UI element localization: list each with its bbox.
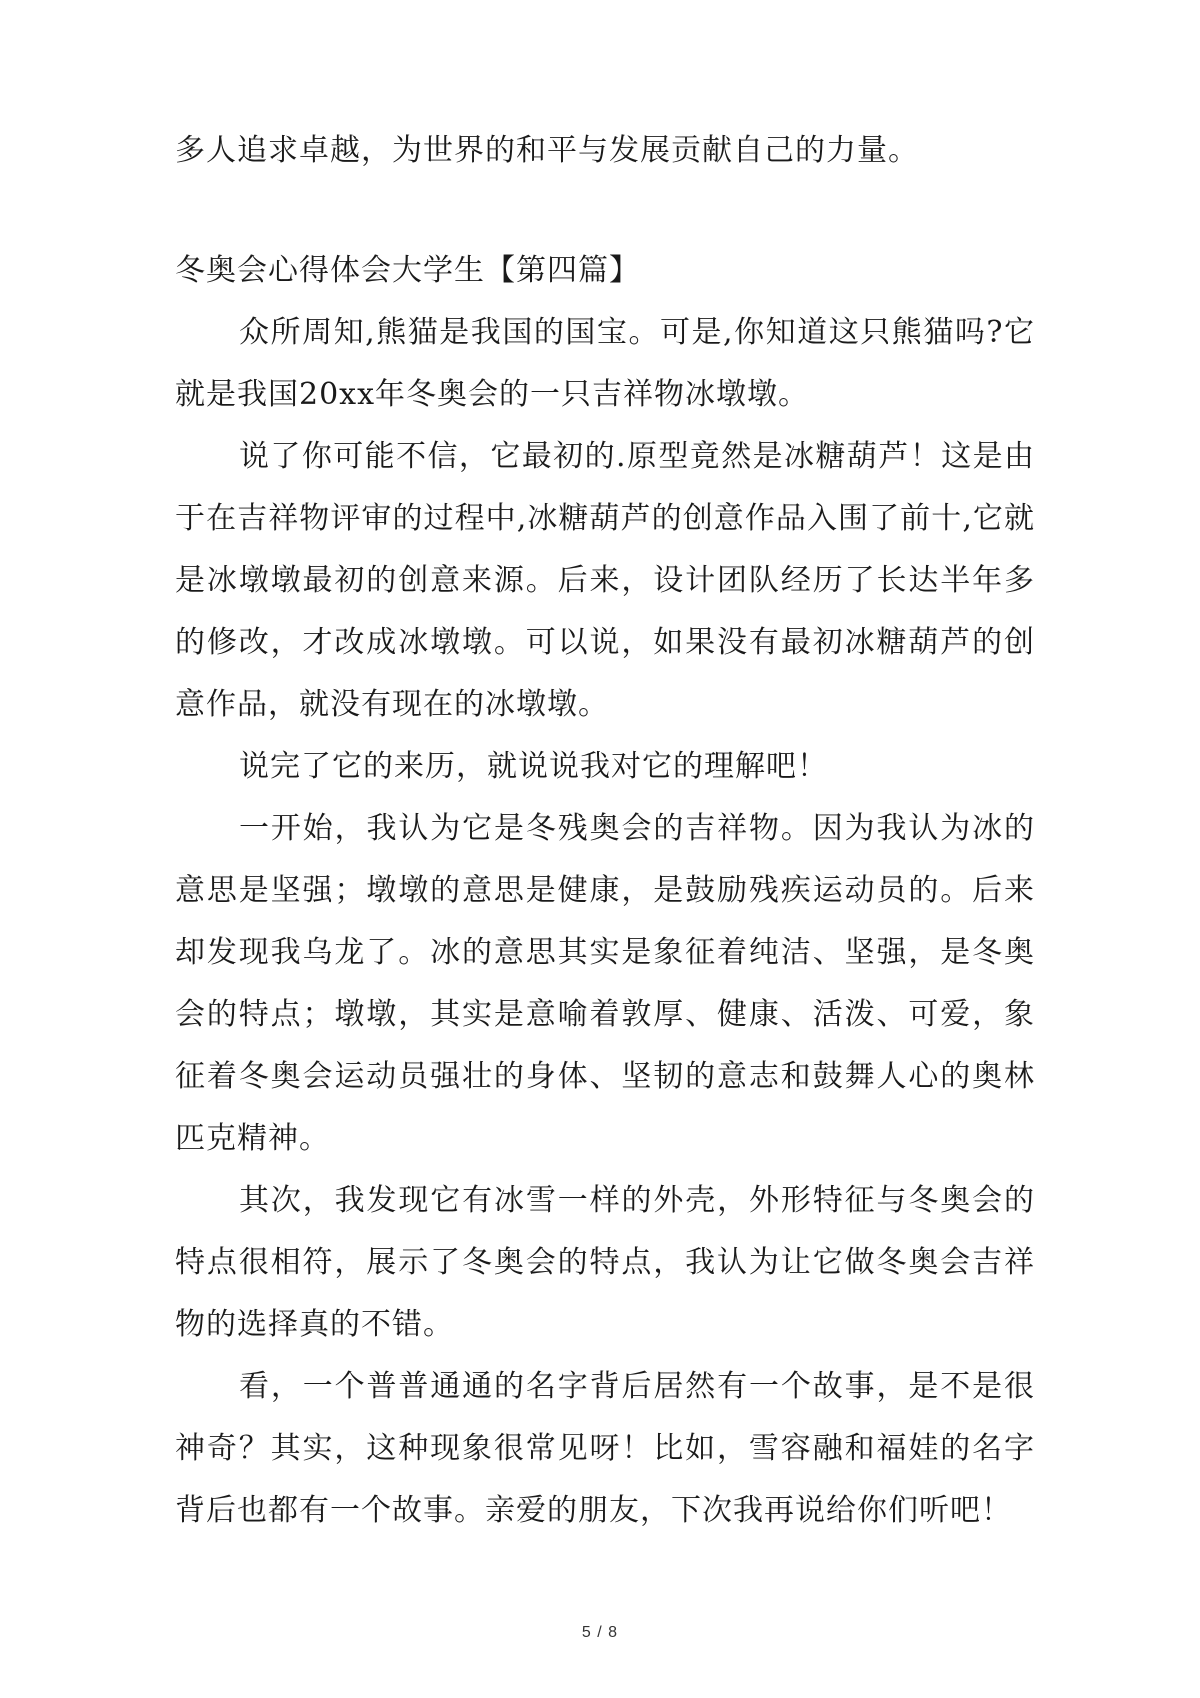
paragraph-4: 一开始，我认为它是冬残奥会的吉祥物。因为我认为冰的意思是坚强；墩墩的意思是健康，是鼓励残疾运动员的。后来却发现我乌龙了。冰的意思其实是象征着纯洁、坚强，是冬奥会的特点；墩墩，其实是意喻着敦厚、健康、活泼、可爱，象征着冬奥会运动员强壮的身体、坚韧的意志和鼓舞人心的奥林匹克精神。	[175, 811, 1035, 1156]
paragraph-2: 说了你可能不信，它最初的.原型竟然是冰糖葫芦！这是由于在吉祥物评审的过程中,冰糖葫芦的创意作品入围了前十,它就是冰墩墩最初的创意来源。后来，设计团队经历了长达半年多的修改，才改成冰墩墩。可以说，如果没有最初冰糖葫芦的创意作品，就没有现在的冰墩墩。	[175, 439, 1035, 722]
paragraph-1: 众所周知,熊猫是我国的国宝。可是,你知道这只熊猫吗?它就是我国20xx年冬奥会的一只吉祥物冰墩墩。	[175, 315, 1035, 412]
paragraph-6: 看，一个普普通通的名字背后居然有一个故事，是不是很神奇？其实，这种现象很常见呀！比如，雪容融和福娃的名字背后也都有一个故事。亲爱的朋友，下次我再说给你们听吧！	[175, 1369, 1035, 1528]
section-heading: 冬奥会心得体会大学生【第四篇】	[175, 253, 640, 288]
continuation-line: 多人追求卓越，为世界的和平与发展贡献自己的力量。	[175, 133, 919, 168]
document-body	[175, 120, 1035, 1542]
paragraph-3: 说完了它的来历，就说说我对它的理解吧！	[239, 749, 828, 784]
page-number: 5 / 8	[581, 1624, 619, 1641]
paragraph-5: 其次，我发现它有冰雪一样的外壳，外形特征与冬奥会的特点很相符，展示了冬奥会的特点，我认为让它做冬奥会吉祥物的选择真的不错。	[175, 1183, 1035, 1342]
